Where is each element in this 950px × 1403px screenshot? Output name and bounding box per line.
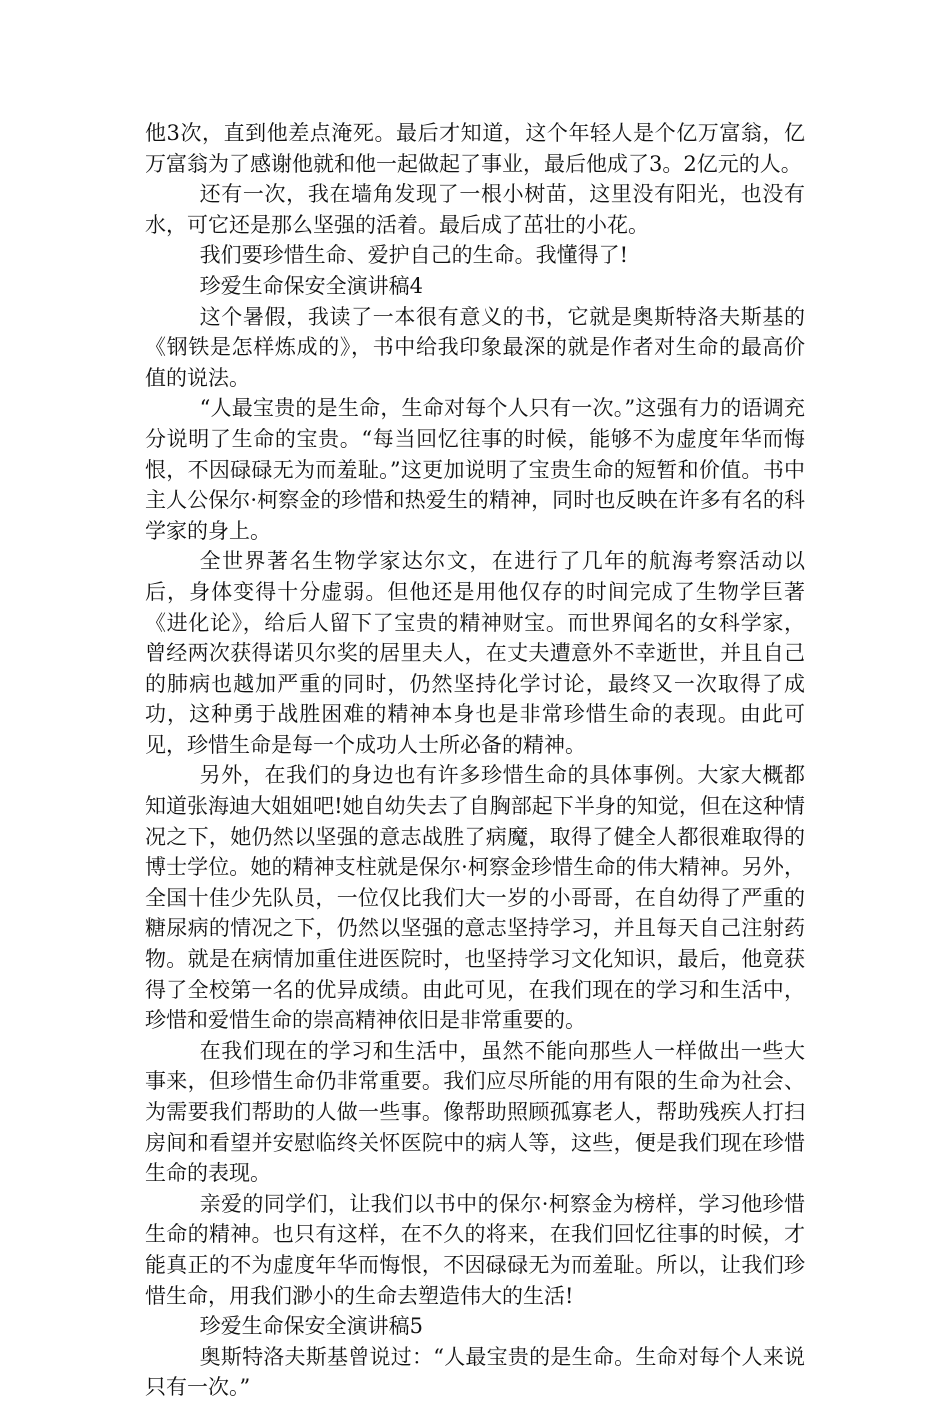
paragraph-sapling: 还有一次，我在墙角发现了一根小树苗，这里没有阳光，也没有水，可它还是那么坚强的活着。最后成了茁壮的小花。 xyxy=(145,182,805,237)
paragraph-summer-book: 这个暑假，我读了一本很有意义的书，它就是奥斯特洛夫斯基的《钢铁是怎样炼成的》，书中给我印象最深的就是作者对生命的最高价值的说法。 xyxy=(145,304,805,390)
section-heading-speech-4: 珍爱生命保安全演讲稿4 xyxy=(199,273,423,298)
section-heading-speech-5: 珍爱生命保安全演讲稿5 xyxy=(199,1314,423,1339)
paragraph-cherish-life: 我们要珍惜生命、爱护自己的生命。我懂得了! xyxy=(199,243,629,268)
document-body xyxy=(145,118,805,1403)
paragraph-daily-life: 在我们现在的学习和生活中，虽然不能向那些人一样做出一些大事来，但珍惜生命仍非常重要。我们应尽所能的用有限的生命为社会、为需要我们帮助的人做一些事。像帮助照顾孤寡老人，帮助残疾人打扫房间和看望并安慰临终关怀医院中的病人等，这些，便是我们现在珍惜生命的表现。 xyxy=(145,1038,805,1186)
paragraph-quote-life: “人最宝贵的是生命，生命对每个人只有一次。”这强有力的语调充分说明了生命的宝贵。“每当回忆往事的时候，能够不为虚度年华而悔恨，不因碌碌无为而羞耻。”这更加说明了宝贵生命的短暂和价值。书中主人公保尔·柯察金的珍惜和热爱生的精神，同时也反映在许多有名的科学家的身上。 xyxy=(145,396,805,543)
paragraph-continuation: 他3次，直到他差点淹死。最后才知道，这个年轻人是个亿万富翁，亿万富翁为了感谢他就和他一起做起了事业，最后他成了3。2亿元的人。 xyxy=(145,121,805,176)
paragraph-examples: 另外，在我们的身边也有许多珍惜生命的具体事例。大家大概都知道张海迪大姐姐吧!她自幼失去了自胸部起下半身的知觉，但在这种情况之下，她仍然以坚强的意志战胜了病魔，取得了健全人都很难取得的博士学位。她的精神支柱就是保尔·柯察金珍惜生命的伟大精神。另外，全国十佳少先队员，一位仅比我们大一岁的小哥哥，在自幼得了严重的糖尿病的情况之下，仍然以坚强的意志坚持学习，并且每天自己注射药物。就是在病情加重住进医院时，也坚持学习文化知识，最后，他竟获得了全校第一名的优异成绩。由此可见，在我们现在的学习和生活中，珍惜和爱惜生命的崇高精神依旧是非常重要的。 xyxy=(145,763,805,1033)
paragraph-classmates: 亲爱的同学们，让我们以书中的保尔·柯察金为榜样，学习他珍惜生命的精神。也只有这样，在不久的将来，在我们回忆往事的时候，才能真正的不为虚度年华而悔恨，不因碌碌无为而羞耻。所以，让我们珍惜生命，用我们渺小的生命去塑造伟大的生活! xyxy=(145,1191,805,1308)
paragraph-ostrovsky-quote: 奥斯特洛夫斯基曾说过：“人最宝贵的是生命。生命对每个人来说只有一次。” xyxy=(145,1344,805,1400)
paragraph-darwin-curie: 全世界著名生物学家达尔文，在进行了几年的航海考察活动以后，身体变得十分虚弱。但他还是用他仅存的时间完成了生物学巨著《进化论》，给后人留下了宝贵的精神财宝。而世界闻名的女科学家，曾经两次获得诺贝尔奖的居里夫人，在丈夫遭意外不幸逝世，并且自己的肺病也越加严重的同时，仍然坚持化学讨论，最终又一次取得了成功，这种勇于战胜困难的精神本身也是非常珍惜生命的表现。由此可见，珍惜生命是每一个成功人士所必备的精神。 xyxy=(145,549,805,757)
